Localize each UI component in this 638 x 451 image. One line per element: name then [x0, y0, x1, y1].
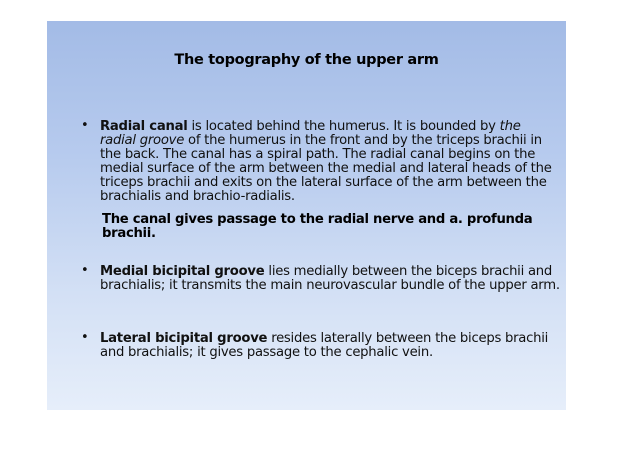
- bullet-lateral-bicipital-groove: [81, 330, 560, 360]
- bullet-text: of the humerus in the front and by the triceps brachii in the back. The canal has a spiral path. The radial canal begins on the medial surface of the arm between the medial and lateral heads of the triceps brachii and exits on the lateral surface of the arm between the brachialis and brachio-radialis.: [100, 133, 552, 204]
- bullet-italic-text: the radial groove: [100, 119, 521, 148]
- bullet-icon: •: [81, 118, 89, 133]
- bullet-icon: •: [81, 263, 89, 278]
- bullet-radial-canal: [81, 118, 560, 204]
- bullet-term: Lateral bicipital groove: [100, 331, 268, 346]
- radial-canal-note: [102, 213, 562, 241]
- bullet-text: resides laterally between the biceps brachii and brachialis; it gives passage to the cephalic vein.: [100, 331, 549, 360]
- note-text: The canal gives passage to the radial nerve and a. profunda brachii.: [102, 212, 533, 241]
- bullet-text: is located behind the humerus. It is bounded by: [187, 119, 500, 134]
- bullet-term: Medial bicipital groove: [100, 264, 265, 279]
- bullet-term: Radial canal: [100, 119, 188, 134]
- bullet-text: lies medially between the biceps brachii and brachialis; it transmits the main neurovascular bundle of the upper arm.: [100, 264, 560, 293]
- bullet-medial-bicipital-groove: [81, 263, 560, 293]
- slide-title: The topography of the upper arm: [174, 52, 439, 68]
- slide: [47, 21, 566, 410]
- bullet-icon: •: [81, 330, 89, 345]
